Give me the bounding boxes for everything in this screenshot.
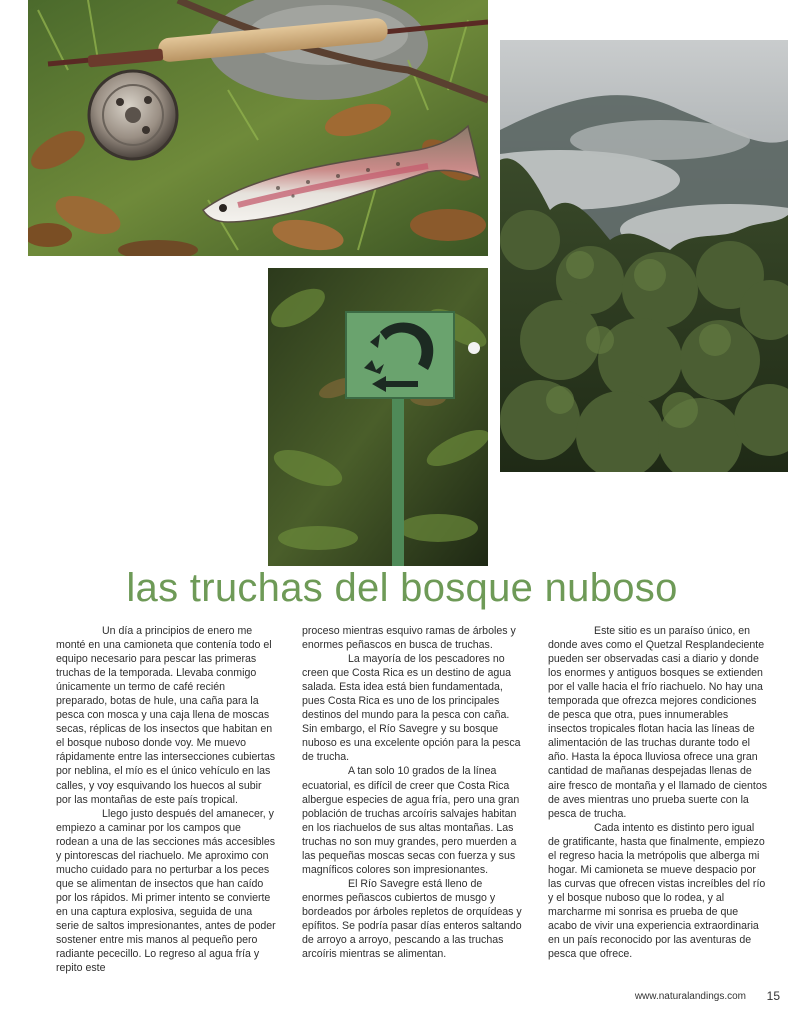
paragraph: Cada intento es distinto pero igual de gratificante, hasta que finalmente, empiezo el regreso hacia la metrópolis que alberga mi hogar. Mi camioneta se mueve despacio por las curvas que ofrecen vistas increíbles del río y el bosque nuboso que lo rodea, y al marcharme mi sonrisa es prueba de que acabo de vivir una experiencia extraordinaria en un país reconocido por las aventuras de pesca que ofrece. bbox=[548, 821, 766, 961]
fishing-photo bbox=[28, 0, 488, 256]
paragraph: El Río Savegre está lleno de enormes peñascos cubiertos de musgo y bordeados por árboles repletos de orquídeas y epífitos. Se podría pasar días enteros saltando de arroyo a arroyo, pescando a las truchas arcoíris mientras se alimentan. bbox=[302, 877, 522, 961]
fishing-sign-photo bbox=[268, 268, 488, 566]
page-number: 15 bbox=[766, 989, 780, 1003]
text-column-1 bbox=[56, 624, 276, 975]
paragraph: Este sitio es un paraíso único, en donde aves como el Quetzal Resplandeciente pueden ser observadas casi a diario y donde los enormes y antiguos bosques se extienden por el valle hacia el frío riachuelo. No hay una temporada que ofrezca mejores condiciones de pesca que otra, pues innumerables insectos tropicales flotan hacia las líneas de alimentación de las truchas durante todo el año. Hasta la época lluviosa ofrece una gran cantidad de mañanas despejadas llenas de aire fresco de montaña y el llamado de cientos de aves mientras uno prueba suerte con la pesca de trucha. bbox=[548, 625, 768, 820]
text-column-3 bbox=[548, 624, 768, 961]
website-url[interactable]: www.naturalandings.com bbox=[634, 991, 746, 1002]
paragraph: La mayoría de los pescadores no creen que Costa Rica es un destino de agua salada. Esta idea está bien fundamentada, pues Costa Rica es uno de los principales destinos del mundo para la pesca con caña. Sin embargo, el Río Savegre y su bosque nuboso es una excelente opción para la pesca de trucha. bbox=[302, 653, 521, 764]
text-column-2 bbox=[302, 624, 522, 961]
article-title: las truchas del bosque nuboso bbox=[126, 566, 678, 610]
paragraph: Llego justo después del amanecer, y empiezo a caminar por los campos que rodean a una de las secciones más accesibles y pintorescas del riachuelo. Me aproximo con mucho cuidado para no perturbar a los peces que se alimentan de insectos que han caído por los rápidos. Mi primer intento se convierte en una captura explosiva, seguida de una serie de saltos impresionantes, antes de poder sostener entre mis manos al pequeño pero radiante pececillo. Lo regreso al agua fría y repito este bbox=[56, 807, 276, 975]
paragraph: proceso mientras esquivo ramas de árboles y enormes peñascos en busca de truchas. bbox=[302, 625, 516, 652]
paragraph: A tan solo 10 grados de la línea ecuatorial, es difícil de creer que Costa Rica albergue especies de agua fría, pero una gran población de truchas arcoíris salvajes habitan en los riachuelos de sus altas montañas. Las truchas no son muy grandes, pero muerden a las pequeñas moscas secas con fuerza y sus magníficos colores son impresionantes. bbox=[302, 765, 520, 876]
forest-photo bbox=[500, 40, 788, 472]
paragraph: Un día a principios de enero me monté en una camioneta que contenía todo el equipo necesario para pescar las primeras truchas de la temporada. Llevaba conmigo únicamente un termo de café recién preparado, botas de hule, una caña para la pesca con mosca y una caja llena de moscas secas, réplicas de los insectos que habitan en el bosque nuboso donde voy. Me muevo rápidamente entre las intersecciones cubiertas por neblina, el mío es el único vehículo en las calles, y voy esquivando los huecos al subir por las montañas de este país tropical. bbox=[56, 625, 276, 806]
